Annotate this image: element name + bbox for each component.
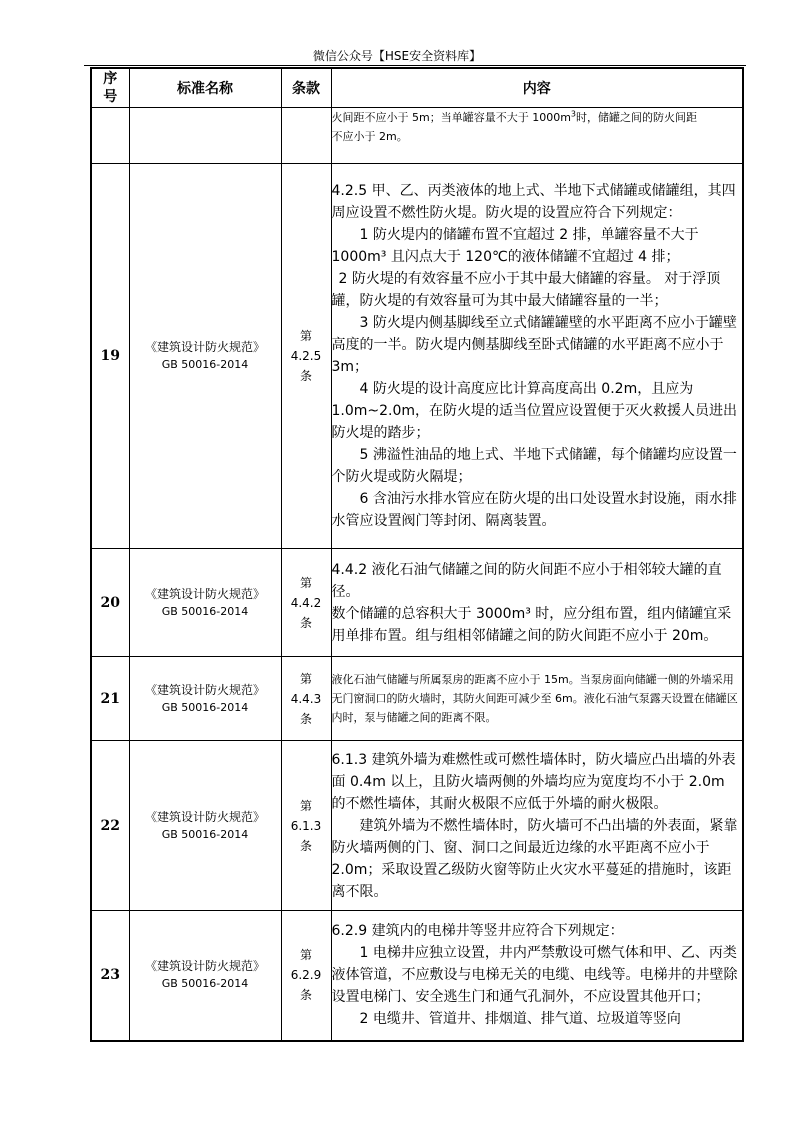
cell-empty	[129, 108, 281, 164]
cell-empty	[91, 108, 129, 164]
table-row-continuation	[91, 108, 743, 164]
content-cell: 液化石油气储罐与所属泵房的距离不应小于 15m。当泵房面向储罐一侧的外墙采用无门窗洞口的防火墙时，其防火间距可减少至 6m。液化石油气泵露天设置在储罐区内时，泵与储罐之间的距离不限。	[331, 657, 743, 741]
standard-name: 《建筑设计防火规范》 GB 50016-2014	[129, 657, 281, 741]
table-row	[91, 741, 743, 911]
standard-name: 《建筑设计防火规范》 GB 50016-2014	[129, 741, 281, 911]
column-header-content: 内容	[331, 68, 743, 108]
clause-number: 第 6.2.9 条	[281, 911, 331, 1041]
standard-name: 《建筑设计防火规范》 GB 50016-2014	[129, 164, 281, 549]
cell-empty	[281, 108, 331, 164]
row-number: 21	[91, 657, 129, 741]
clause-number: 第 6.1.3 条	[281, 741, 331, 911]
row-number: 20	[91, 549, 129, 657]
table-row	[91, 549, 743, 657]
row-number: 19	[91, 164, 129, 549]
content-cell: 6.2.9 建筑内的电梯井等竖井应符合下列规定： 1 电梯井应独立设置，井内严禁敷设可燃气体和甲、乙、丙类液体管道，不应敷设与电梯无关的电缆、电线等。电梯井的井壁除设置电梯门、安全逃生门和通气孔洞外，不应设置其他开口； 2 电缆井、管道井、排烟道、排气道、垃圾道等竖向	[331, 911, 743, 1041]
content-cell: 6.1.3 建筑外墙为难燃性或可燃性墙体时，防火墙应凸出墙的外表面 0.4m 以上，且防火墙两侧的外墙均应为宽度均不小于 2.0m 的不燃性墙体，其耐火极限不应低于外墙的耐火极限。 建筑外墙为不燃性墙体时，防火墙可不凸出墙的外表面，紧靠防火墙两侧的门、窗、洞口之间最近边缘的水平距离不应小于 2.0m；采取设置乙级防火窗等防止火灾水平蔓延的措施时，该距离不限。	[331, 741, 743, 911]
clause-number: 第 4.2.5 条	[281, 164, 331, 549]
standard-name: 《建筑设计防火规范》 GB 50016-2014	[129, 911, 281, 1041]
column-header-clause: 条款	[281, 68, 331, 108]
clause-number: 第 4.4.3 条	[281, 657, 331, 741]
content-cell: 4.2.5 甲、乙、丙类液体的地上式、半地下式储罐或储罐组，其四周应设置不燃性防火堤。防火堤的设置应符合下列规定： 1 防火堤内的储罐布置不宜超过 2 排，单罐容量不大于 1000m³ 且闪点大于 120℃的液体储罐不宜超过 4 排； 2 防火堤的有效容量不应小于其中最大储罐的容量。 对于浮顶罐，防火堤的有效容量可为其中最大储罐容量的一半； 3 防火堤内侧基脚线至立式储罐罐壁的水平距离不应小于罐壁高度的一半。防火堤内侧基脚线至卧式储罐的水平距离不应小于 3m； 4 防火堤的设计高度应比计算高度高出 0.2m，且应为 1.0m~2.0m，在防火堤的适当位置应设置便于灭火救援人员进出防火堤的踏步； 5 沸溢性油品的地上式、半地下式储罐，每个储罐均应设置一个防火堤或防火隔堤； 6 含油污水排水管应在防火堤的出口处设置水封设施，雨水排水管应设置阀门等封闭、隔离装置。	[331, 164, 743, 549]
column-header-no: 序号	[91, 68, 129, 108]
table-row	[91, 164, 743, 549]
standard-name: 《建筑设计防火规范》 GB 50016-2014	[129, 549, 281, 657]
page-header: 微信公众号【HSE安全资料库】	[312, 49, 482, 63]
column-header-standard: 标准名称	[129, 68, 281, 108]
table-row	[91, 657, 743, 741]
cell-content-continuation: 火间距不应小于 5m；当单罐容量不大于 $1000m^3$时，储罐之间的防火间距 不应小于 2m。	[331, 108, 743, 164]
row-number: 23	[91, 911, 129, 1041]
header-rule	[84, 65, 746, 66]
clause-number: 第 4.4.2 条	[281, 549, 331, 657]
table-row	[91, 911, 743, 1041]
row-number: 22	[91, 741, 129, 911]
table-header-row	[91, 68, 743, 108]
content-cell: 4.4.2 液化石油气储罐之间的防火间距不应小于相邻较大罐的直径。 数个储罐的总容积大于 3000m³ 时，应分组布置，组内储罐宜采用单排布置。组与组相邻储罐之间的防火间距不应小于 20m。	[331, 549, 743, 657]
regulation-table	[90, 67, 744, 1042]
